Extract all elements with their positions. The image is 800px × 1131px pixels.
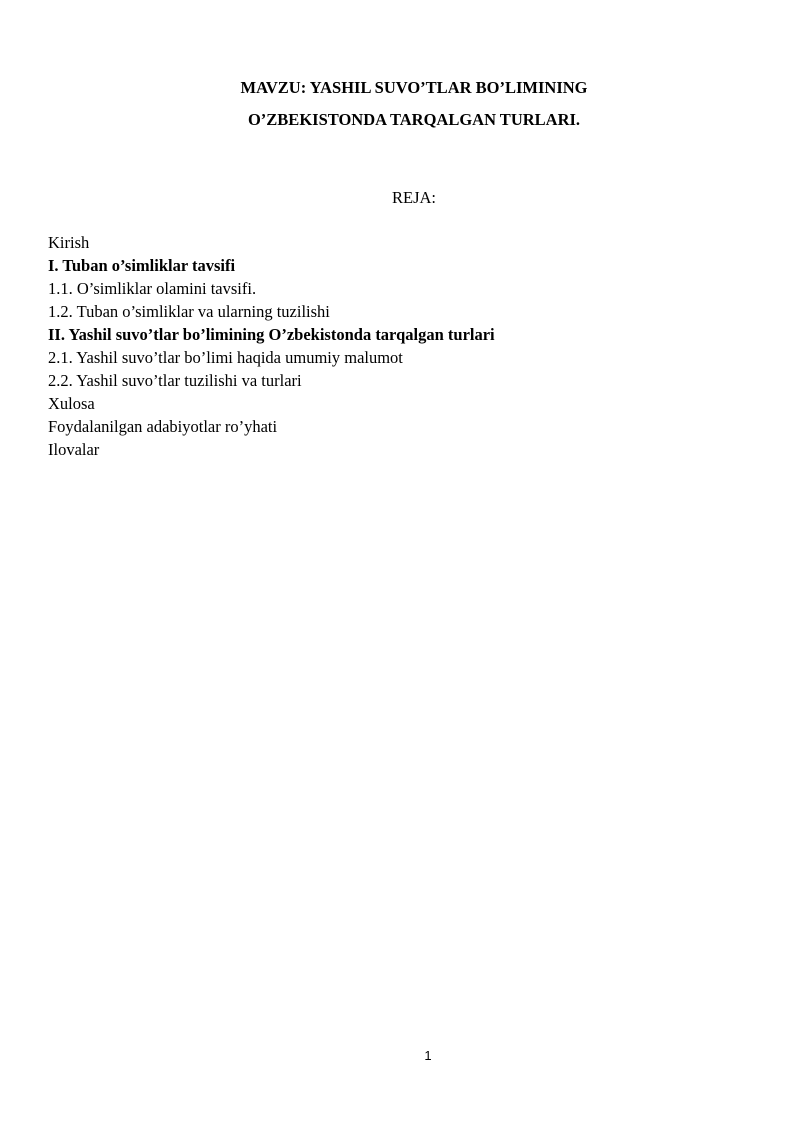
toc-item-section-2-1: 2.1. Yashil suvo’tlar bo’limi haqida umumiy malumot (48, 348, 403, 367)
document-title-line-2: O’ZBEKISTONDA TARQALGAN TURLARI. (247, 110, 581, 129)
plan-heading: REJA: (391, 188, 436, 207)
table-of-contents (48, 231, 768, 461)
toc-item-section-1-2: 1.2. Tuban o’simliklar va ularning tuzilishi (48, 302, 330, 321)
toc-item-chapter-1: I. Tuban o’simliklar tavsifi (48, 256, 236, 275)
toc-item-section-1-1: 1.1. O’simliklar olamini tavsifi. (48, 279, 257, 298)
toc-item-introduction: Kirish (48, 233, 90, 252)
toc-item-chapter-2: II. Yashil suvo’tlar bo’limining O’zbekistonda tarqalgan turlari (48, 325, 495, 344)
toc-item-references: Foydalanilgan adabiyotlar ro’yhati (48, 417, 278, 436)
toc-item-appendices: Ilovalar (48, 440, 100, 459)
toc-item-conclusion: Xulosa (48, 394, 95, 413)
document-title-line-1: MAVZU: YASHIL SUVO’TLAR BO’LIMINING (240, 78, 588, 97)
page-number: 1 (424, 1048, 432, 1063)
toc-item-section-2-2: 2.2. Yashil suvo’tlar tuzilishi va turlari (48, 371, 302, 390)
